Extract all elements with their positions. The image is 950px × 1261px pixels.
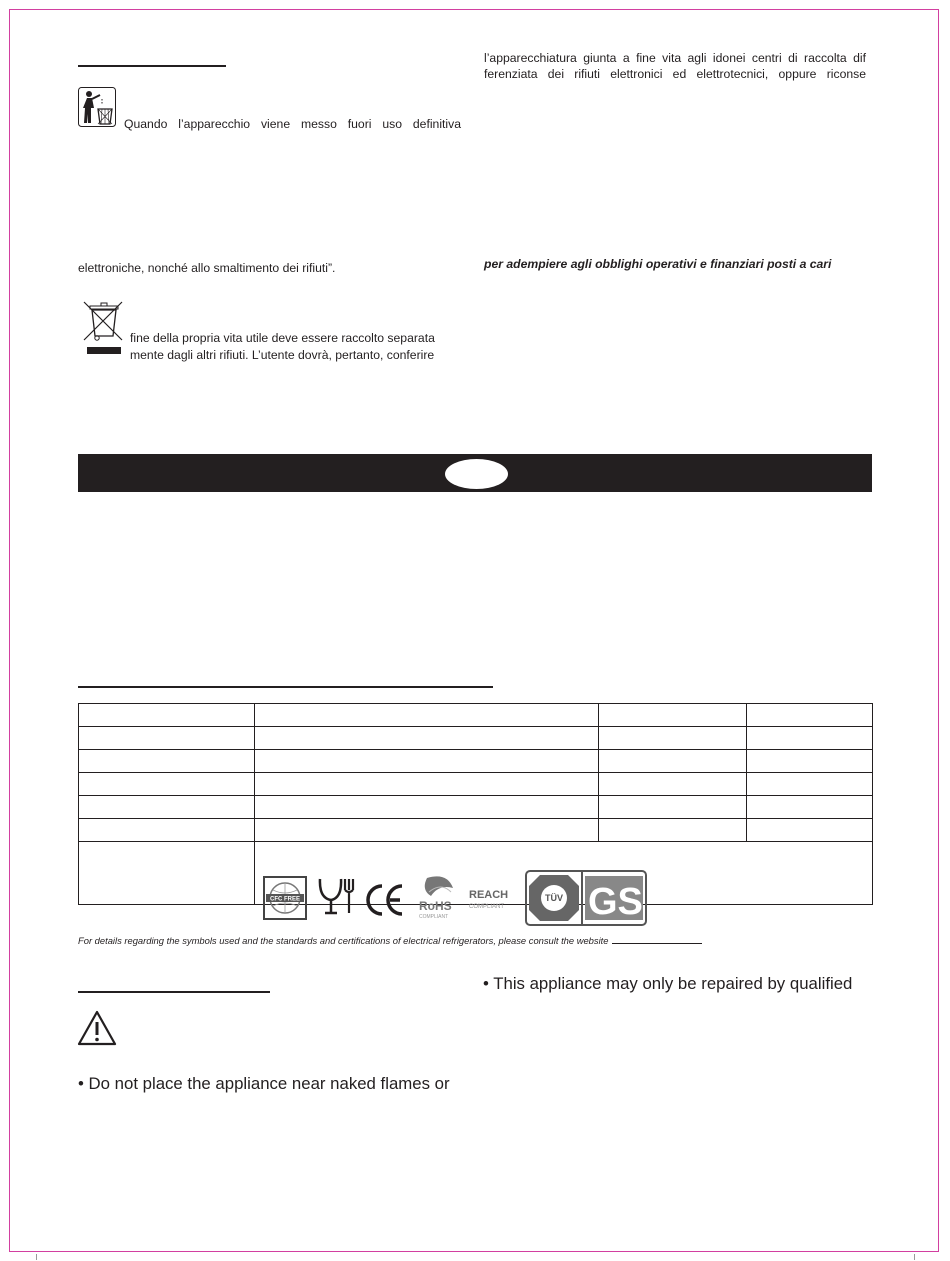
table-heading-rule xyxy=(78,686,493,688)
tuv-label: TÜV xyxy=(545,893,563,903)
gs-mark-icon xyxy=(585,876,643,923)
weee-line-2: mente dagli altri rifiuti. L’utente dovrà, pertanto, conferire xyxy=(130,348,435,362)
reach-icon xyxy=(467,886,519,916)
tuv-icon xyxy=(529,875,579,921)
weee-crossed-bin-icon xyxy=(82,300,126,358)
technical-data-table xyxy=(78,703,873,905)
table-row xyxy=(79,704,873,727)
tuv-gs-icon xyxy=(525,870,647,926)
footnote-text: For details regarding the symbols used and the standards and certifications of electrical refrigerators, please consult the website xyxy=(78,935,609,946)
right-column-italic-line: per adempiere agli obblighi operativi e finanziari posti a cari xyxy=(484,257,832,271)
page-frame xyxy=(9,9,939,1252)
table-row xyxy=(79,727,873,750)
table-row xyxy=(79,796,873,819)
reach-label: REACH xyxy=(469,889,509,901)
cfc-free-icon xyxy=(263,876,307,920)
right-column-line-2: ferenziata dei rifiuti elettronici ed elettrotecnici, oppure riconse xyxy=(484,67,866,81)
table-row xyxy=(79,750,873,773)
safety-heading-rule xyxy=(78,991,270,993)
section-heading-rule xyxy=(78,65,226,67)
cfc-label: CFC FREE xyxy=(270,896,300,903)
table-row xyxy=(79,819,873,842)
weee-line-1: fine della propria vita utile deve essere raccolto separata xyxy=(130,331,435,345)
warning-triangle-icon xyxy=(77,1010,117,1046)
certifications-footnote xyxy=(78,935,702,946)
trash-bin-person-icon xyxy=(78,87,116,127)
right-column-line-1: l’apparecchiatura giunta a fine vita agli idonei centri di raccolta dif xyxy=(484,51,866,65)
ce-mark-icon xyxy=(365,882,407,918)
rohs-icon xyxy=(417,874,461,920)
disposal-text-line: elettroniche, nonché allo smaltimento dei rifiuti”. xyxy=(78,261,336,275)
table-row xyxy=(79,773,873,796)
food-safe-icon xyxy=(317,876,357,916)
website-blank xyxy=(612,935,702,944)
rohs-label: RoHS xyxy=(419,899,452,913)
language-badge xyxy=(445,459,508,489)
safety-warning-line: • Do not place the appliance near naked flames or xyxy=(78,1074,450,1093)
crop-mark xyxy=(36,1254,37,1260)
bin-paragraph-line: Quando l’apparecchio viene messo fuori uso definitiva xyxy=(124,117,461,131)
reach-sublabel: COMPLIANT xyxy=(469,904,505,910)
gs-label: GS xyxy=(588,881,643,923)
crop-mark xyxy=(914,1254,915,1260)
rohs-sublabel: COMPLIANT xyxy=(419,914,449,920)
repair-warning-line: • This appliance may only be repaired by qualified xyxy=(483,974,853,993)
